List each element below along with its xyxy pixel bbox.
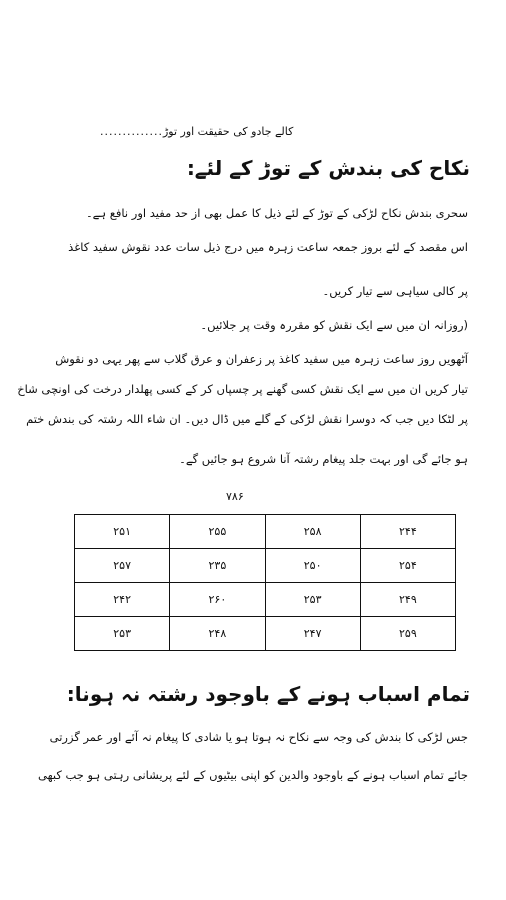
table-cell: ۲۴۲ xyxy=(75,583,170,617)
table-cell: ۲۳۵ xyxy=(170,549,265,583)
table-cell: ۲۵۵ xyxy=(170,515,265,549)
paragraph-line: پر کالی سیاہی سے تیار کریں۔ xyxy=(322,284,468,298)
table-row xyxy=(75,617,456,651)
table-cell: ۲۵۳ xyxy=(75,617,170,651)
table-cell: ۲۵۹ xyxy=(360,617,455,651)
table-cell: ۲۴۹ xyxy=(360,583,455,617)
table-cell: ۲۴۷ xyxy=(265,617,360,651)
header-title: کالے جادو کی حقیقت اور توڑ xyxy=(162,124,294,138)
paragraph-line: ہو جائے گی اور بہت جلد پیغام رشتہ آنا شروع ہو جائیں گے۔ xyxy=(179,452,468,466)
running-header xyxy=(100,122,430,140)
paragraph-line: پر لٹکا دیں جب کہ دوسرا نقش لڑکی کے گلے میں ڈال دیں۔ ان شاء اللہ رشتہ کی بندش ختم xyxy=(26,412,468,426)
table-row xyxy=(75,515,456,549)
paragraph-line: آٹھویں روز ساعت زہرہ میں سفید کاغذ پر زعفران و عرق گلاب سے پھر یہی دو نقوش xyxy=(55,352,468,366)
table-cell: ۲۵۴ xyxy=(360,549,455,583)
table-cell: ۲۵۷ xyxy=(75,549,170,583)
table-cell: ۲۵۰ xyxy=(265,549,360,583)
table-cell: ۲۵۸ xyxy=(265,515,360,549)
table-cell: ۲۵۳ xyxy=(265,583,360,617)
table-cell: ۲۴۴ xyxy=(360,515,455,549)
paragraph-line: سحری بندش نکاح لڑکی کے توڑ کے لئے ذیل کا عمل بھی از حد مفید اور نافع ہے۔ xyxy=(85,206,468,220)
number-grid-table xyxy=(74,514,456,651)
table-cell: ۲۶۰ xyxy=(170,583,265,617)
section-body-no-proposal xyxy=(28,730,468,800)
table-caption: ۷۸۶ xyxy=(226,490,244,503)
paragraph-line: تیار کریں ان میں سے ایک نقش کسی گھنے پر چسپاں کر کے کسی پھلدار درخت کی اونچی شاخ xyxy=(17,382,468,396)
section-body-marriage-binding xyxy=(17,206,468,476)
section-heading-no-proposal: تمام اسباب ہونے کے باوجود رشتہ نہ ہونا: xyxy=(66,682,470,706)
paragraph-line: اس مقصد کے لئے بروز جمعہ ساعت زہرہ میں درج ذیل سات عدد نقوش سفید کاغذ xyxy=(68,240,468,254)
section-heading-marriage-binding: نکاح کی بندش کے توڑ کے لئے: xyxy=(186,156,470,180)
paragraph-line: جس لڑکی کا بندش کی وجہ سے نکاح نہ ہوتا ہو یا شادی کا پیغام نہ آئے اور عمر گزرتی xyxy=(49,730,468,744)
paragraph-line: (روزانہ ان میں سے ایک نقش کو مقررہ وقت پر جلائیں۔ xyxy=(200,318,468,332)
table-row xyxy=(75,549,456,583)
table-cell: ۲۴۸ xyxy=(170,617,265,651)
table-row xyxy=(75,583,456,617)
header-leader-dots: .............. xyxy=(100,124,163,138)
table-cell: ۲۵۱ xyxy=(75,515,170,549)
paragraph-line: جائے تمام اسباب ہونے کے باوجود والدین کو اپنی بیٹیوں کے لئے پریشانی رہتی ہو جب کبھی xyxy=(38,768,468,782)
